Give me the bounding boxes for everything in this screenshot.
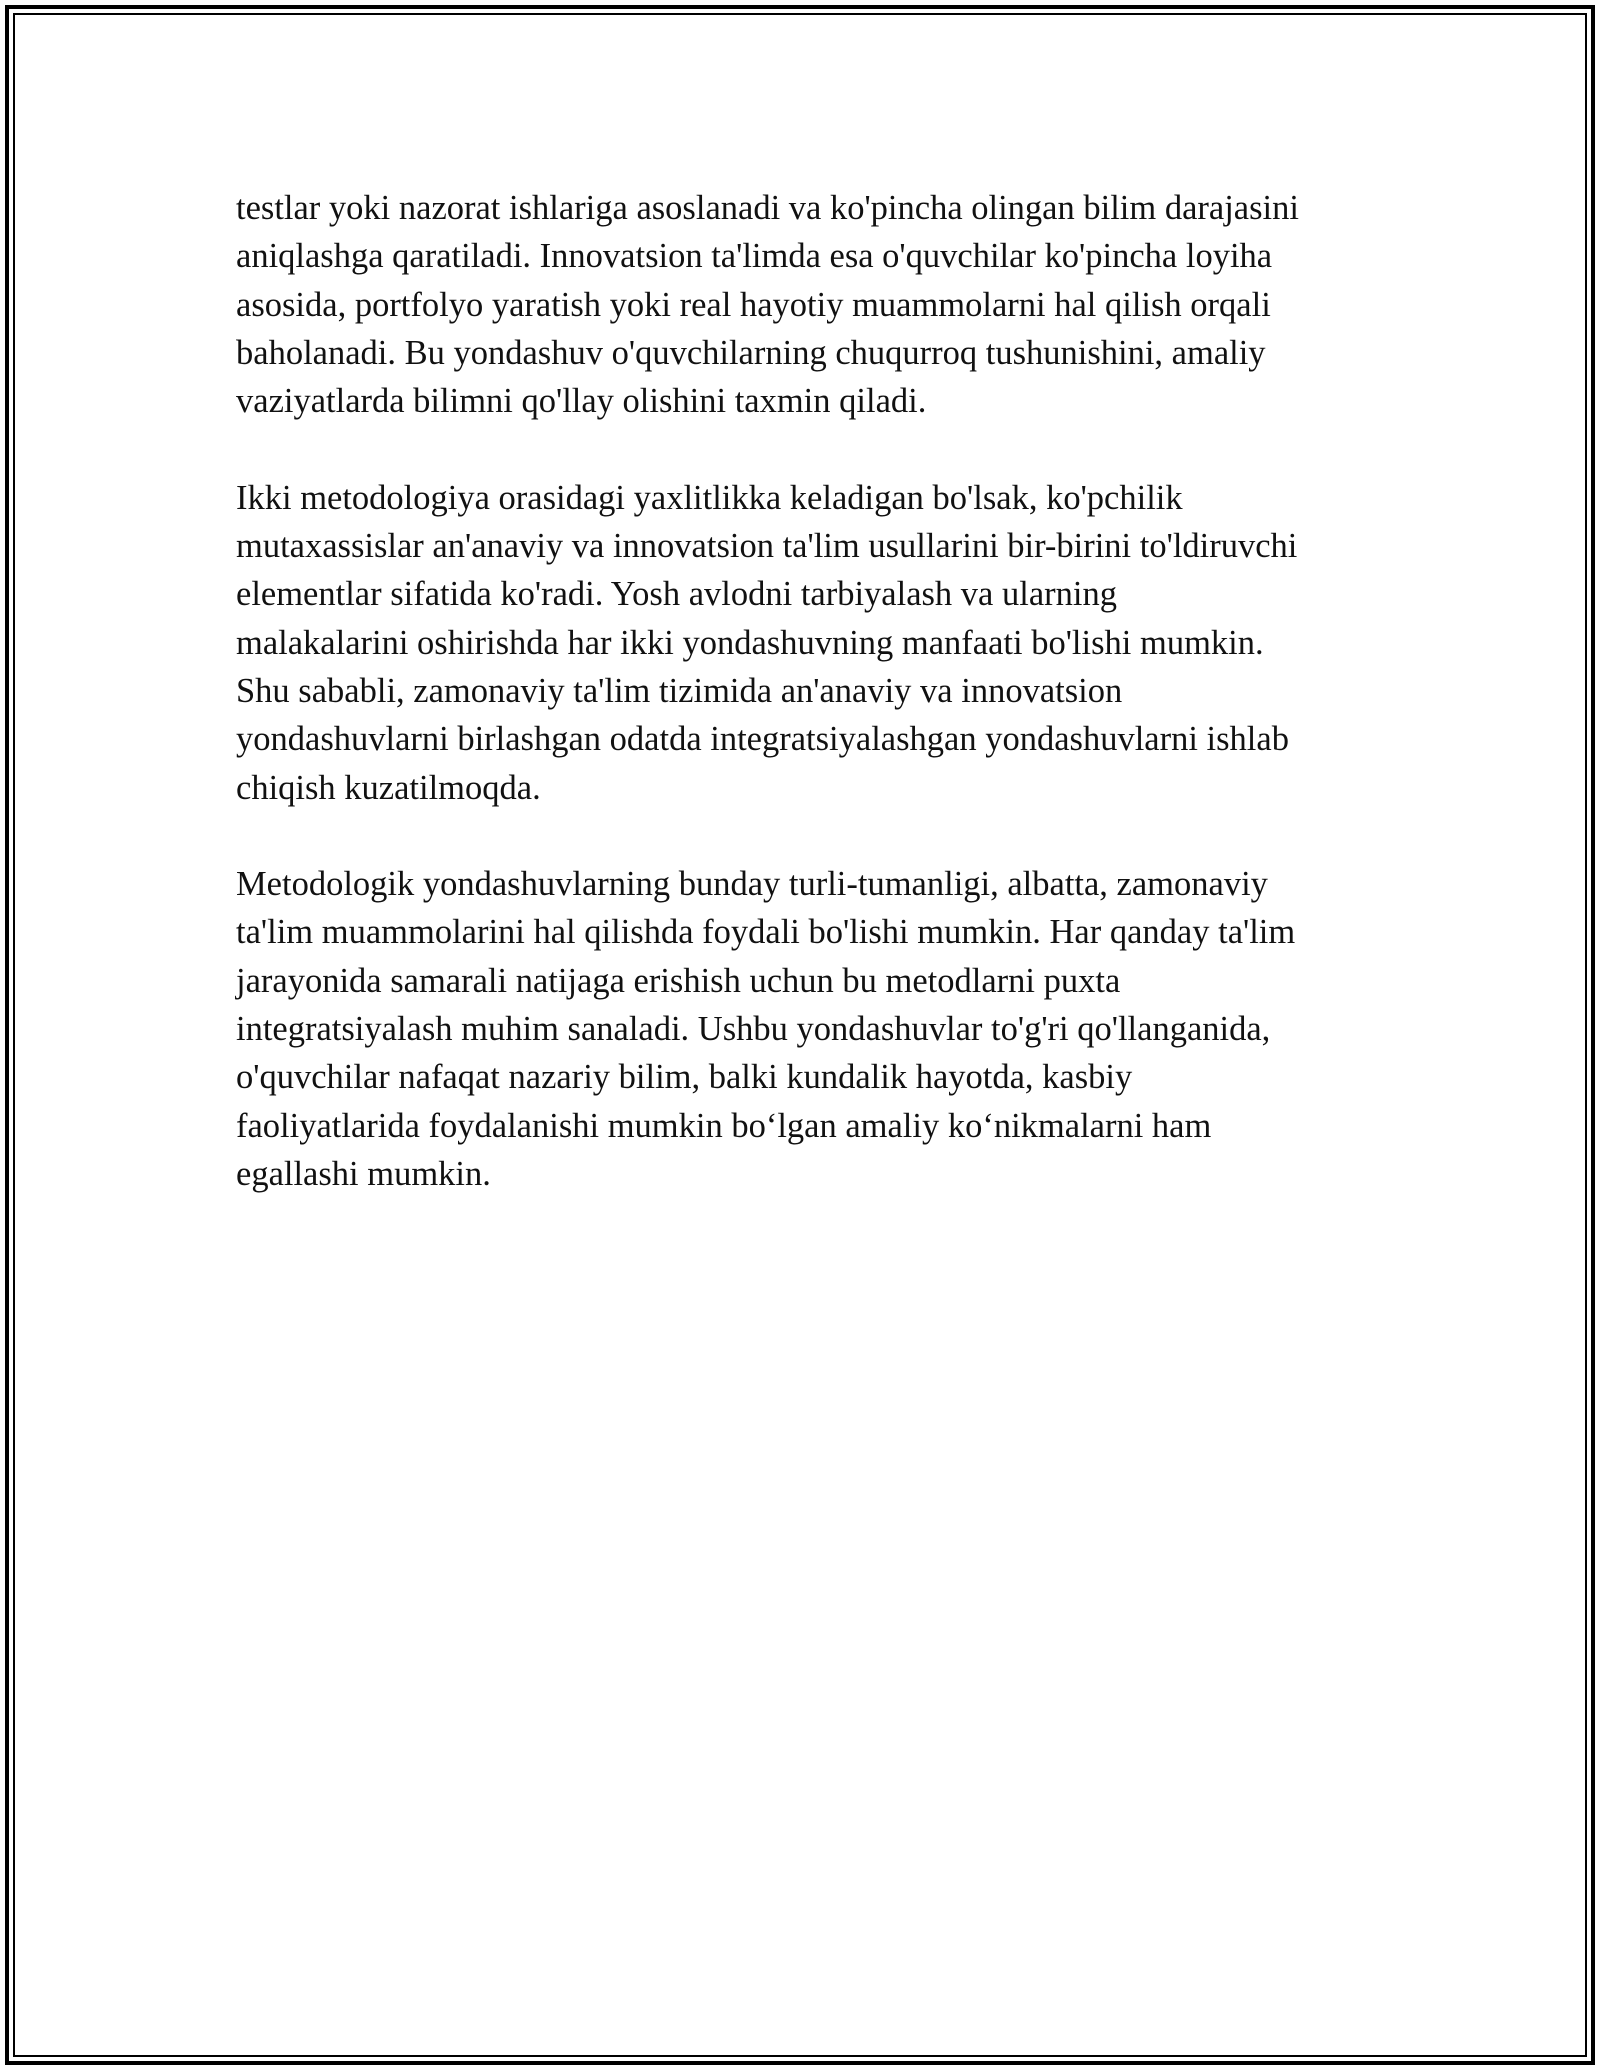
paragraph-1 [236, 184, 1416, 425]
text-line: asosida, portfolyo yaratish yoki real hayotiy muammolarni hal qilish orqali [236, 285, 1271, 324]
text-line: faoliyatlarida foydalanishi mumkin bo‘lgan amaliy ko‘nikmalarni ham [236, 1106, 1212, 1145]
text-line: Metodologik yondashuvlarning bunday turli-tumanligi, albatta, zamonaviy [236, 865, 1268, 904]
text-line: Shu sababli, zamonaviy ta'lim tizimida an'anaviy va innovatsion [236, 671, 1123, 710]
text-line: testlar yoki nazorat ishlariga asoslanadi va ko'pincha olingan bilim darajasini [236, 189, 1299, 227]
text-line: chiqish kuzatilmoqda. [236, 768, 541, 807]
text-line: yondashuvlarni birlashgan odatda integratsiyalashgan yondashuvlarni ishlab [236, 720, 1289, 759]
text-line: malakalarini oshirishda har ikki yondashuvning manfaati bo'lishi mumkin. [236, 623, 1264, 662]
text-line: aniqlashga qaratiladi. Innovatsion ta'limda esa o'quvchilar ko'pincha loyiha [236, 237, 1273, 276]
document-body [236, 184, 1416, 1247]
text-line: mutaxassislar an'anaviy va innovatsion ta'lim usullarini bir-birini to'ldiruvchi [236, 527, 1298, 566]
text-line: o'quvchilar nafaqat nazariy bilim, balki kundalik hayotda, kasbiy [236, 1058, 1133, 1097]
text-line: vaziyatlarda bilimni qo'llay olishini taxmin qiladi. [236, 382, 927, 421]
text-line: jarayonida samarali natijaga erishish uchun bu metodlarni puxta [236, 961, 1121, 1000]
text-line: elementlar sifatida ko'radi. Yosh avlodni tarbiyalash va ularning [236, 575, 1117, 614]
text-line: baholanadi. Bu yondashuv o'quvchilarning chuqurroq tushunishini, amaliy [236, 333, 1266, 372]
paragraph-2 [236, 474, 1416, 812]
text-line: ta'lim muammolarini hal qilishda foydali bo'lishi mumkin. Har qanday ta'lim [236, 913, 1296, 952]
paragraph-3 [236, 860, 1416, 1198]
text-line: integratsiyalash muhim sanaladi. Ushbu yondashuvlar to'g'ri qo'llanganida, [236, 1010, 1271, 1049]
text-line: Ikki metodologiya orasidagi yaxlitlikka keladigan bo'lsak, ko'pchilik [236, 478, 1183, 517]
text-line: egallashi mumkin. [236, 1154, 491, 1193]
